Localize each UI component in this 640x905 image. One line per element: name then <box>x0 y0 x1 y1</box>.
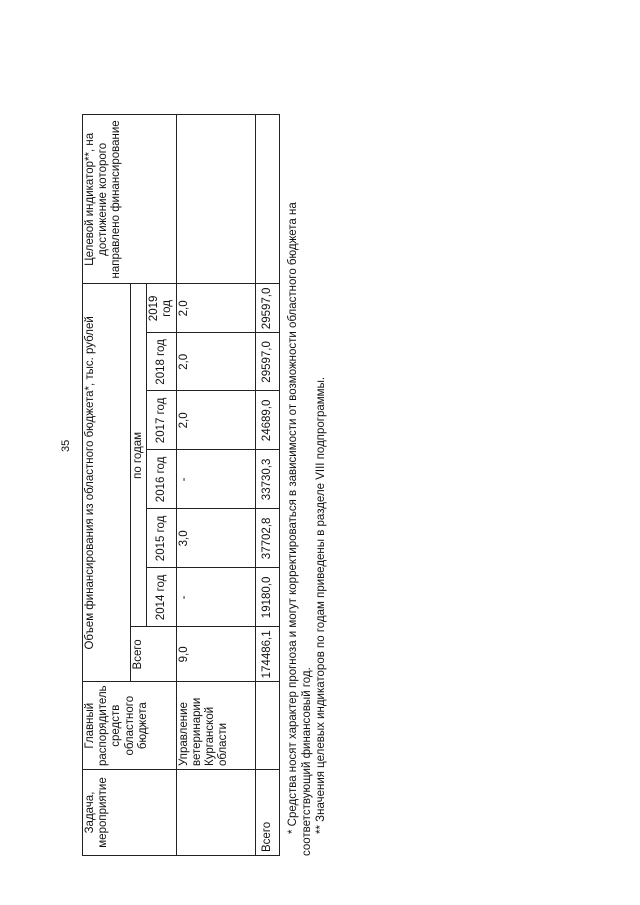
row-executor: Управление ветеринарии Курганской области <box>176 682 255 770</box>
row-task <box>176 770 255 856</box>
total-2017: 24689,0 <box>255 391 279 450</box>
total-2018: 29597,0 <box>255 333 279 391</box>
total-label: Всего <box>255 770 279 856</box>
rotated-page-content <box>82 56 640 856</box>
funding-table <box>82 114 280 856</box>
table-row <box>176 115 255 856</box>
row-2017: 2,0 <box>176 391 255 450</box>
footnote-1-line-1: * Средства носят характер прогноза и могут корректироваться в зависимости от возможности областного бюджета на <box>287 202 299 834</box>
total-2015: 37702,8 <box>255 509 279 568</box>
row-2019: 2,0 <box>176 284 255 333</box>
row-2018: 2,0 <box>176 333 255 391</box>
header-funding: Объем финансирования из областного бюджета*, тыс. рублей <box>83 284 131 682</box>
row-2015: 3,0 <box>176 509 255 568</box>
header-year-2018: 2018 год <box>147 333 176 391</box>
row-indicator <box>176 115 255 284</box>
header-year-2016: 2016 год <box>147 450 176 509</box>
header-year-2014: 2014 год <box>147 568 176 627</box>
footnote-1-line-2: соответствующий финансовый год. <box>301 667 313 856</box>
header-by-years: по годам <box>131 284 147 627</box>
header-executor: Главный распорядитель средств областного бюджета <box>83 682 177 770</box>
row-2014: - <box>176 568 255 627</box>
footnote-2: ** Значения целевых индикаторов по годам приведены в разделе VIII подпрограммы. <box>315 376 327 834</box>
total-2014: 19180,0 <box>255 568 279 627</box>
total-2016: 33730,3 <box>255 450 279 509</box>
page-number: 35 <box>60 439 72 452</box>
header-task: Задача, мероприятие <box>83 770 177 856</box>
total-sum: 174486,1 <box>255 627 279 682</box>
row-2016: - <box>176 450 255 509</box>
header-year-2017: 2017 год <box>147 391 176 450</box>
header-year-2019: 2019 год <box>147 284 176 333</box>
header-total: Всего <box>131 627 177 682</box>
header-indicator: Целевой индикатор**, на достижение которого направлено финансирование <box>83 115 177 284</box>
total-row <box>255 115 279 856</box>
row-total: 9,0 <box>176 627 255 682</box>
header-year-2015: 2015 год <box>147 509 176 568</box>
total-2019: 29597,0 <box>255 284 279 333</box>
